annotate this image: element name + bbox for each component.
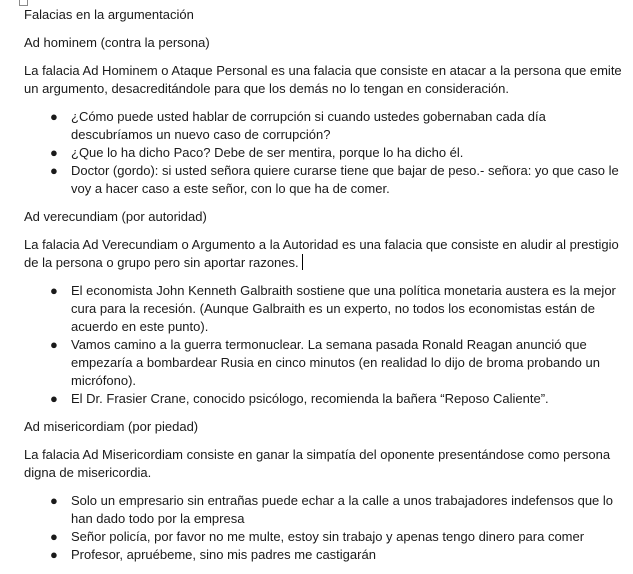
bullet-icon: ●: [50, 391, 58, 406]
bullet-icon: ●: [50, 337, 58, 352]
bullet-icon: ●: [50, 145, 58, 160]
list-item-text: Vamos camino a la guerra termonuclear. La semana pasada Ronald Reagan anunció que empezaría a bombardear Rusia en cinco minutos (en realidad lo dijo de broma probando un micrófono).: [71, 337, 600, 388]
bullet-list-ad-verecundiam: [24, 282, 624, 408]
bullet-icon: ●: [50, 283, 58, 298]
section-paragraph-ad-hominem: La falacia Ad Hominem o Ataque Personal es una falacia que consiste en atacar a la persona que emite un argumento, desacreditándole para que los demás no lo tengan en consideración.: [24, 63, 622, 96]
bullet-list-ad-hominem: [24, 108, 624, 198]
list-item: [24, 108, 624, 144]
list-item-text: Solo un empresario sin entrañas puede echar a la calle a unos trabajadores indefensos que lo han dado todo por la empresa: [71, 493, 614, 526]
bullet-icon: ●: [50, 493, 58, 508]
list-item-text: Señor policía, por favor no me multe, estoy sin trabajo y apenas tengo dinero para comer: [71, 529, 585, 544]
section-paragraph-ad-verecundiam: [24, 236, 624, 272]
list-item: [24, 144, 624, 162]
section-paragraph-text: La falacia Ad Verecundiam o Argumento a la Autoridad es una falacia que consiste en aludir al prestigio de la persona o grupo pero sin aportar razones.: [24, 237, 619, 270]
list-item-text: Doctor (gordo): si usted señora quiere curarse tiene que bajar de peso.- señora: yo que caso le voy a hacer caso a este señor, con lo que ha de comer.: [71, 163, 619, 196]
list-item-text: El economista John Kenneth Galbraith sostiene que una política monetaria austera es la mejor cura para la recesión. (Aunque Galbraith es un experto, no todos los economistas están de acuerdo en este punto).: [71, 283, 616, 334]
list-item-text: ¿Que lo ha dicho Paco? Debe de ser mentira, porque lo ha dicho él.: [71, 145, 464, 160]
text-cursor: [302, 254, 303, 270]
list-item: [24, 546, 624, 564]
list-item: [24, 282, 624, 336]
list-item: [24, 336, 624, 390]
list-item-text: ¿Cómo puede usted hablar de corrupción si cuando ustedes gobernaban cada día descubríamos un nuevo caso de corrupción?: [71, 109, 546, 142]
section-heading-ad-verecundiam: Ad verecundiam (por autoridad): [24, 209, 207, 224]
list-item-text: El Dr. Frasier Crane, conocido psicólogo, recomienda la bañera “Reposo Caliente”.: [71, 391, 549, 406]
document-body[interactable]: [24, 6, 624, 574]
list-item: [24, 492, 624, 528]
bullet-icon: ●: [50, 163, 58, 178]
bullet-icon: ●: [50, 109, 58, 124]
bullet-icon: ●: [50, 547, 58, 562]
section-paragraph-ad-misericordiam: La falacia Ad Misericordiam consiste en ganar la simpatía del oponente presentándose como persona digna de misericordia.: [24, 447, 611, 480]
section-heading-ad-hominem: Ad hominem (contra la persona): [24, 35, 210, 50]
list-item: [24, 162, 624, 198]
document-title: Falacias en la argumentación: [24, 7, 194, 22]
list-item-text: Profesor, apruébeme, sino mis padres me castigarán: [71, 547, 376, 562]
bullet-list-ad-misericordiam: [24, 492, 624, 564]
bullet-icon: ●: [50, 529, 58, 544]
section-heading-ad-misericordiam: Ad misericordiam (por piedad): [24, 419, 199, 434]
list-item: [24, 528, 624, 546]
list-item: [24, 390, 624, 408]
